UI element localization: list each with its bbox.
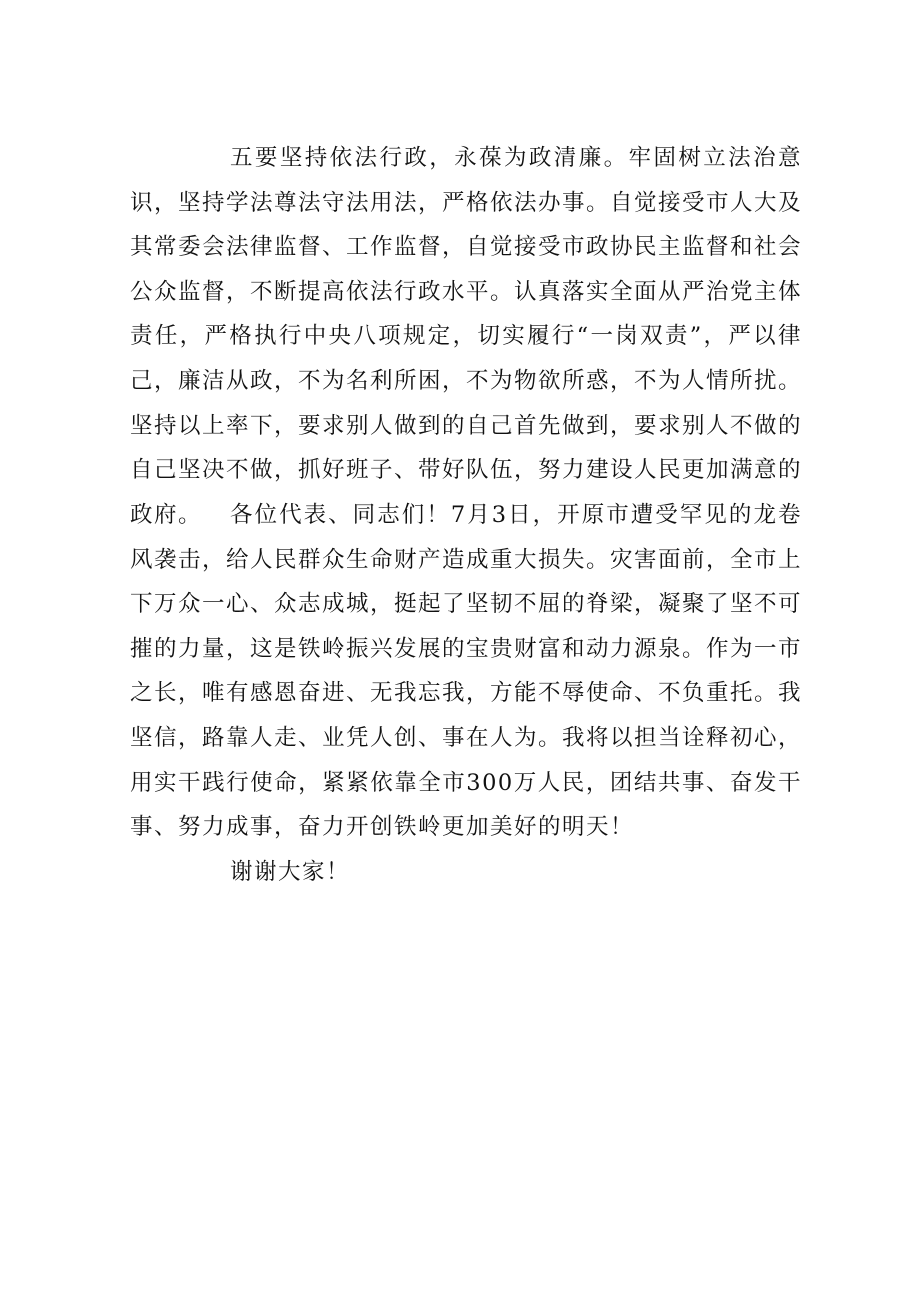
paragraph-clean-governance <box>130 136 802 537</box>
paragraph-text: 五要坚持依法行政，永葆为政清廉。牢固树立法治意识，坚持学法尊法守法用法，严格依法办事。自觉接受市人大及其常委会法律监督、工作监督，自觉接受市政协民主监督和社会公众监督，不断提高依法行政水平。认真落实全面从严治党主体责任，严格执行中央八项规定，切实履行“一岗双责”，严以律己，廉洁从政，不为名利所困，不为物欲所惑，不为人情所扰。坚持以上率下，要求别人做到的自己首先做到，要求别人不做的自己坚决不做，抓好班子、带好队伍，努力建设人民更加满意的政府。 <box>130 145 803 528</box>
closing-text: 谢谢大家！ <box>230 859 351 885</box>
paragraph-text: 各位代表、同志们！7月3日，开原市遭受罕见的龙卷风袭击，给人民群众生命财产造成重大损失。灾害面前，全市上下万众一心、众志成城，挺起了坚韧不屈的脊梁，凝聚了坚不可摧的力量，这是铁岭振兴发展的宝贵财富和动力源泉。作为一市之长，唯有感恩奋进、无我忘我，方能不辱使命、不负重托。我坚信，路靠人走、业凭人创、事在人为。我将以担当诠释初心，用实干践行使命，紧紧依靠全市300万人民，团结共事、奋发干事、努力成事，奋力开创铁岭更加美好的明天！ <box>130 502 803 841</box>
paragraph-thanks <box>130 850 802 895</box>
paragraph-address-delegates <box>130 493 802 850</box>
